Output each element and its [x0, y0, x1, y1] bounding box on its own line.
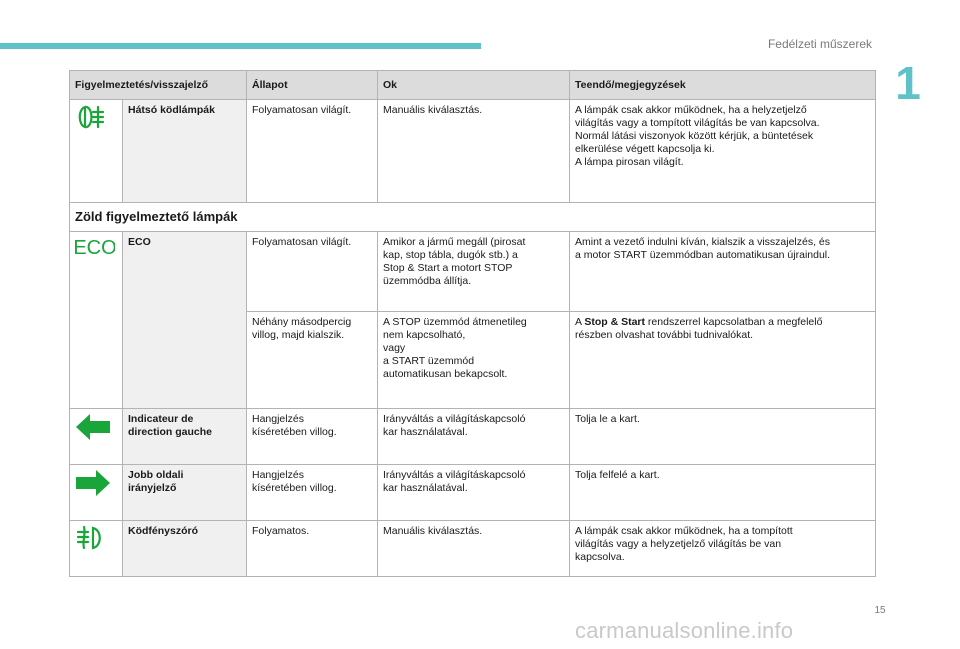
right-indicator-icon-cell [70, 465, 123, 521]
eco-icon-cell [70, 232, 123, 409]
column-header-notes: Teendő/megjegyzések [570, 71, 876, 100]
column-header-state: Állapot [247, 71, 378, 100]
table-row [70, 521, 876, 577]
lamp-state: Folyamatos. [247, 521, 378, 577]
table-row [70, 465, 876, 521]
lamp-notes: A lámpák csak akkor működnek, ha a helyzetjelző világítás vagy a tompított világítás be van kapcsolva. Normál látási viszonyok között kérjük, a büntetések elkerülése végett kapcsolja ki. A lámpa pirosan világít. [570, 100, 876, 203]
arrow-right-icon [75, 469, 111, 497]
lamp-state: Hangjelzés kíséretében villog. [247, 465, 378, 521]
lamp-cause: Irányváltás a világításkapcsoló kar használatával. [378, 409, 570, 465]
lamp-name: Jobb oldali irányjelző [123, 465, 247, 521]
page-number: 15 [874, 605, 886, 616]
table-row [70, 232, 876, 312]
rear-fog-lamp-icon [75, 104, 105, 130]
lamp-notes: A Stop & Start rendszerrel kapcsolatban a megfelelő részben olvashat további tudnivalókat. [570, 312, 876, 409]
lamp-notes: Amint a vezető indulni kíván, kialszik a visszajelzés, és a motor START üzemmódban automatikusan újraindul. [570, 232, 876, 312]
lamp-notes: Tolja felfelé a kart. [570, 465, 876, 521]
arrow-left-icon [75, 413, 111, 441]
eco-icon [75, 236, 115, 258]
table-header-row [70, 71, 876, 100]
lamp-cause: A STOP üzemmód átmenetileg nem kapcsolható, vagy a START üzemmód automatikusan bekapcsolt. [378, 312, 570, 409]
chapter-number: 1 [895, 57, 921, 109]
warning-lamps-table [69, 70, 876, 577]
lamp-notes: A lámpák csak akkor működnek, ha a tompított világítás vagy a helyzetjelző világítás be van kapcsolva. [570, 521, 876, 577]
section-title: Fedélzeti műszerek [767, 37, 872, 51]
lamp-state: Folyamatosan világít. [247, 232, 378, 312]
lamp-name: Indicateur de direction gauche [123, 409, 247, 465]
group-heading-row [70, 203, 876, 232]
lamp-cause: Amikor a jármű megáll (pirosat kap, stop tábla, dugók stb.) a Stop & Start a motort STOP üzemmódba állítja. [378, 232, 570, 312]
lamp-state: Folyamatosan világít. [247, 100, 378, 203]
lamp-name: Hátsó ködlámpák [123, 100, 247, 203]
column-header-lamp: Figyelmeztetés/visszajelző [70, 71, 247, 100]
lamp-state: Néhány másodpercig villog, majd kialszik. [247, 312, 378, 409]
table-row [70, 100, 876, 203]
table-row [70, 409, 876, 465]
front-fog-lamp-icon [75, 525, 105, 551]
front-fog-icon-cell [70, 521, 123, 577]
lamp-state: Hangjelzés kíséretében villog. [247, 409, 378, 465]
header-accent-bar [0, 43, 481, 49]
watermark: carmanualsonline.info [575, 618, 794, 643]
column-header-cause: Ok [378, 71, 570, 100]
svg-text:ECO: ECO [75, 237, 115, 258]
lamp-notes: Tolja le a kart. [570, 409, 876, 465]
left-indicator-icon-cell [70, 409, 123, 465]
lamp-cause: Irányváltás a világításkapcsoló kar használatával. [378, 465, 570, 521]
lamp-cause: Manuális kiválasztás. [378, 521, 570, 577]
lamp-name: ECO [123, 232, 247, 409]
rear-fog-icon-cell [70, 100, 123, 203]
group-heading: Zöld figyelmeztető lámpák [70, 203, 876, 232]
lamp-cause: Manuális kiválasztás. [378, 100, 570, 203]
lamp-name: Ködfényszóró [123, 521, 247, 577]
